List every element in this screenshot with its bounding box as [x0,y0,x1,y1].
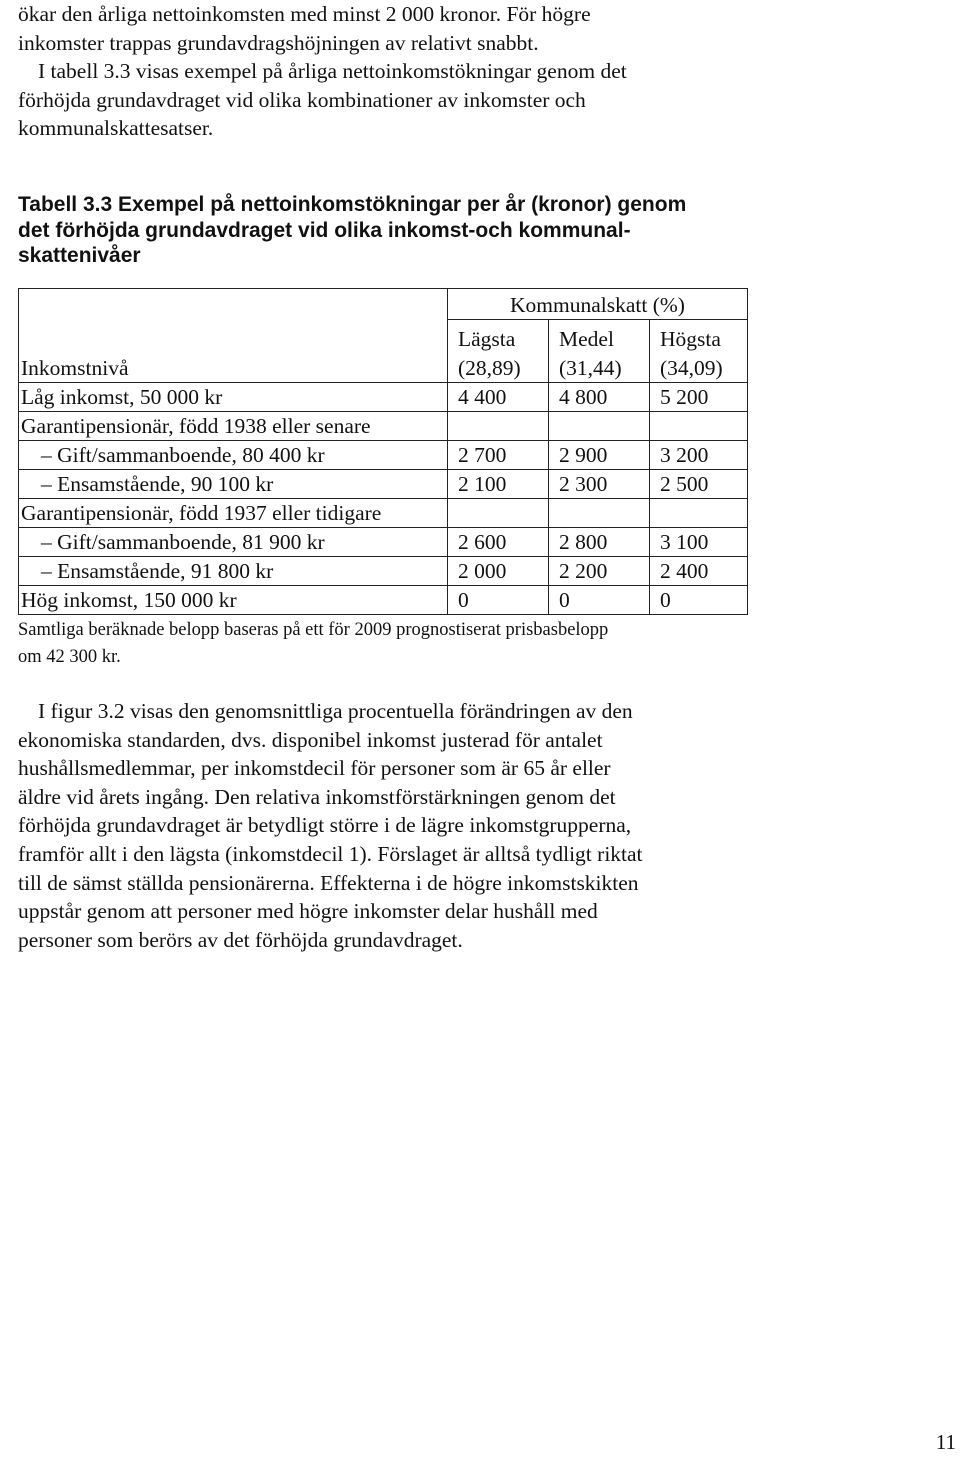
body-line-6: framför allt i den lägsta (inkomstdecil 1). Förslaget är alltså tydligt riktat [18,841,643,866]
table-row [19,383,748,412]
page-number: 11 [935,1430,956,1454]
body-paragraph [18,697,750,954]
caption-line-1: Tabell 3.3 Exempel på nettoinkomstökningar per år (kronor) genom [18,193,687,216]
table-row [19,499,748,528]
dash-marker: – [41,559,52,583]
body-line-4: äldre vid årets ingång. Den relativa inkomstförstärkningen genom det [18,784,616,809]
value-cell: 2 300 [549,470,650,499]
value-cell: 2 200 [549,557,650,586]
value-cell: 3 100 [650,528,748,557]
row-label-cell [19,441,448,470]
intro-line-1: ökar den årliga nettoinkomsten med minst 2 000 kronor. För högre [18,2,591,26]
value-cell: 2 100 [448,470,549,499]
table-row [19,441,748,470]
group-header-cell: Kommunalskatt (%) [448,289,748,320]
para2-line-1: I tabell 3.3 visas exempel på årliga nettoinkomstökningar genom det [38,59,627,84]
body-line-9: personer som berörs av det förhöjda grundavdraget. [18,927,463,952]
value-cell [549,499,650,528]
column-header-lagsta: Lägsta (28,89) [448,320,549,383]
table-row [19,470,748,499]
row-header-cell: Inkomstnivå [19,289,448,383]
row-label-cell: Garantipensionär, född 1938 eller senare [19,412,448,441]
value-cell [549,412,650,441]
footnote-line-2: om 42 300 kr. [18,647,121,667]
footnote-line-1: Samtliga beräknade belopp baseras på ett för 2009 prognostiserat prisbasbelopp [18,620,609,640]
value-cell [448,412,549,441]
body-line-7: till de sämst ställda pensionärerna. Effekterna i de högre inkomstskikten [18,870,639,895]
caption-line-2: det förhöjda grundavdraget vid olika inkomst-och kommunal- [18,218,631,242]
intro-paragraph [18,0,750,57]
table-row [19,557,748,586]
value-cell [650,499,748,528]
para2-line-2: förhöjda grundavdraget vid olika kombinationer av inkomster och [18,87,586,112]
value-cell: 2 500 [650,470,748,499]
column-header-hogsta: Högsta (34,09) [650,320,748,383]
value-cell: 0 [448,586,549,615]
body-line-5: förhöjda grundavdraget är betydligt större i de lägre inkomstgrupperna, [18,813,632,838]
value-cell: 2 800 [549,528,650,557]
value-cell: 4 400 [448,383,549,412]
intro-line-2: inkomster trappas grundavdragshöjningen av relativt snabbt. [18,30,539,55]
value-cell: 0 [549,586,650,615]
value-cell: 5 200 [650,383,748,412]
value-cell: 4 800 [549,383,650,412]
value-cell: 2 700 [448,441,549,470]
table-row [19,528,748,557]
caption-line-3: skattenivåer [18,244,141,267]
value-cell: 2 400 [650,557,748,586]
value-cell [650,412,748,441]
para2-line-3: kommunalskattesatser. [18,116,214,141]
intro-paragraph-2 [18,57,750,143]
value-cell: 2 000 [448,557,549,586]
row-label-cell: Låg inkomst, 50 000 kr [19,383,448,412]
row-label: Gift/sammanboende, 81 900 kr [57,530,325,554]
table-row [19,412,748,441]
row-label-cell [19,557,448,586]
row-label: Gift/sammanboende, 80 400 kr [57,443,325,467]
body-line-2: ekonomiska standarden, dvs. disponibel inkomst justerad för antalet [18,727,603,752]
value-cell: 2 600 [448,528,549,557]
body-line-3: hushållsmedlemmar, per inkomstdecil för personer som är 65 år eller [18,756,611,781]
row-label: Ensamstående, 91 800 kr [57,559,274,583]
data-table [18,288,748,615]
value-cell: 2 900 [549,441,650,470]
dash-marker: – [41,472,52,496]
table-header-row-group [19,289,748,320]
table-footnote [18,617,758,671]
dash-marker: – [41,530,52,554]
row-label-cell [19,528,448,557]
value-cell: 0 [650,586,748,615]
value-cell [448,499,549,528]
dash-marker: – [41,443,52,467]
row-label-cell: Hög inkomst, 150 000 kr [19,586,448,615]
body-line-1: I figur 3.2 visas den genomsnittliga procentuella förändringen av den [38,699,633,723]
body-line-8: uppstår genom att personer med högre inkomster delar hushåll med [18,899,598,924]
document-page [18,0,750,952]
table-row [19,586,748,615]
row-label: Ensamstående, 90 100 kr [57,472,274,496]
value-cell: 3 200 [650,441,748,470]
row-label-cell: Garantipensionär, född 1937 eller tidigare [19,499,448,528]
column-header-medel: Medel (31,44) [549,320,650,383]
table-caption [18,192,758,269]
row-label-cell [19,470,448,499]
